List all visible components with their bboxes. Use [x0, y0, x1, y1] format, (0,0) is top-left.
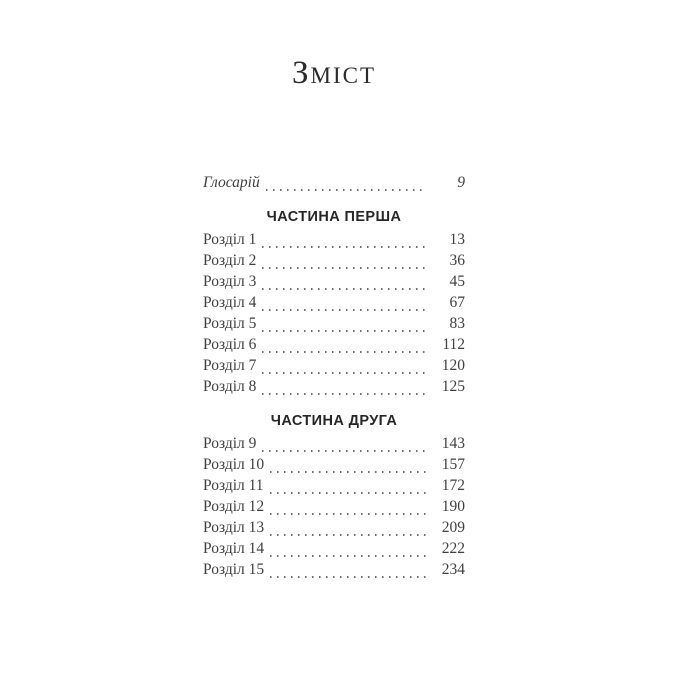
toc-row: [203, 231, 465, 252]
toc-entry-label: Розділ 12: [203, 498, 265, 515]
table-of-contents: [203, 0, 465, 582]
dot-leader: [262, 351, 427, 353]
toc-entry-label: Глосарій: [203, 174, 260, 191]
toc-entry-label: Розділ 13: [203, 519, 265, 536]
toc-row: [203, 477, 465, 498]
toc-entry-page-number: 83: [449, 315, 465, 332]
toc-entry-label: Розділ 4: [203, 294, 257, 311]
toc-entry-label: Розділ 8: [203, 378, 257, 395]
toc-row: [203, 315, 465, 336]
dot-leader: [270, 492, 427, 494]
dot-leader: [262, 372, 427, 374]
toc-section-part-one: [203, 208, 465, 399]
toc-row: [203, 273, 465, 294]
dot-leader: [262, 330, 427, 332]
toc-entry-page-number: 45: [449, 273, 465, 290]
dot-leader: [270, 576, 427, 578]
toc-entry-page-number: 112: [442, 336, 465, 353]
toc-entry-page-number: 143: [441, 435, 465, 452]
dot-leader: [270, 513, 427, 515]
section-heading: ЧАСТИНА ДРУГА: [270, 413, 398, 429]
toc-entry-page-number: 13: [449, 231, 465, 248]
toc-row: [203, 336, 465, 357]
dot-leader: [270, 471, 427, 473]
toc-entry-page-number: 67: [449, 294, 465, 311]
toc-entry-label: Розділ 3: [203, 273, 257, 290]
toc-entry-label: Розділ 5: [203, 315, 257, 332]
toc-entry-label: Розділ 2: [203, 252, 257, 269]
dot-leader: [262, 450, 427, 452]
toc-entry-page-number: 222: [441, 540, 465, 557]
toc-entry-page-number: 125: [441, 378, 465, 395]
toc-entry-page-number: 36: [449, 252, 465, 269]
toc-entry-label: Розділ 7: [203, 357, 257, 374]
toc-entry-label: Розділ 14: [203, 540, 265, 557]
toc-entry-label: Розділ 15: [203, 561, 265, 578]
toc-row: [203, 540, 465, 561]
section-heading: ЧАСТИНА ПЕРША: [266, 209, 402, 225]
dot-leader: [262, 246, 427, 248]
toc-entry-page-number: 120: [441, 357, 465, 374]
toc-entry-label: Розділ 9: [203, 435, 257, 452]
toc-row: [203, 294, 465, 315]
toc-row-glossary: [203, 174, 465, 195]
toc-row: [203, 498, 465, 519]
toc-entry-label: Розділ 6: [203, 336, 257, 353]
toc-entry-label: Розділ 11: [203, 477, 264, 494]
dot-leader: [266, 189, 427, 191]
toc-entry-page-number: 172: [441, 477, 465, 494]
dot-leader: [270, 555, 427, 557]
toc-entry-page-number: 157: [441, 456, 465, 473]
toc-section-part-two: [203, 412, 465, 582]
page-title: Зміст: [291, 55, 377, 91]
dot-leader: [262, 309, 427, 311]
toc-entry-page-number: 234: [441, 561, 465, 578]
toc-entry-label: Розділ 1: [203, 231, 257, 248]
toc-row: [203, 561, 465, 582]
toc-row: [203, 252, 465, 273]
dot-leader: [262, 393, 427, 395]
toc-row: [203, 357, 465, 378]
toc-row: [203, 456, 465, 477]
toc-row: [203, 378, 465, 399]
toc-entry-page-number: 190: [441, 498, 465, 515]
toc-row: [203, 519, 465, 540]
dot-leader: [262, 267, 427, 269]
dot-leader: [262, 288, 427, 290]
toc-entry-page-number: 209: [441, 519, 465, 536]
toc-entry-label: Розділ 10: [203, 456, 265, 473]
toc-entry-page-number: 9: [457, 174, 465, 191]
dot-leader: [270, 534, 427, 536]
toc-row: [203, 435, 465, 456]
